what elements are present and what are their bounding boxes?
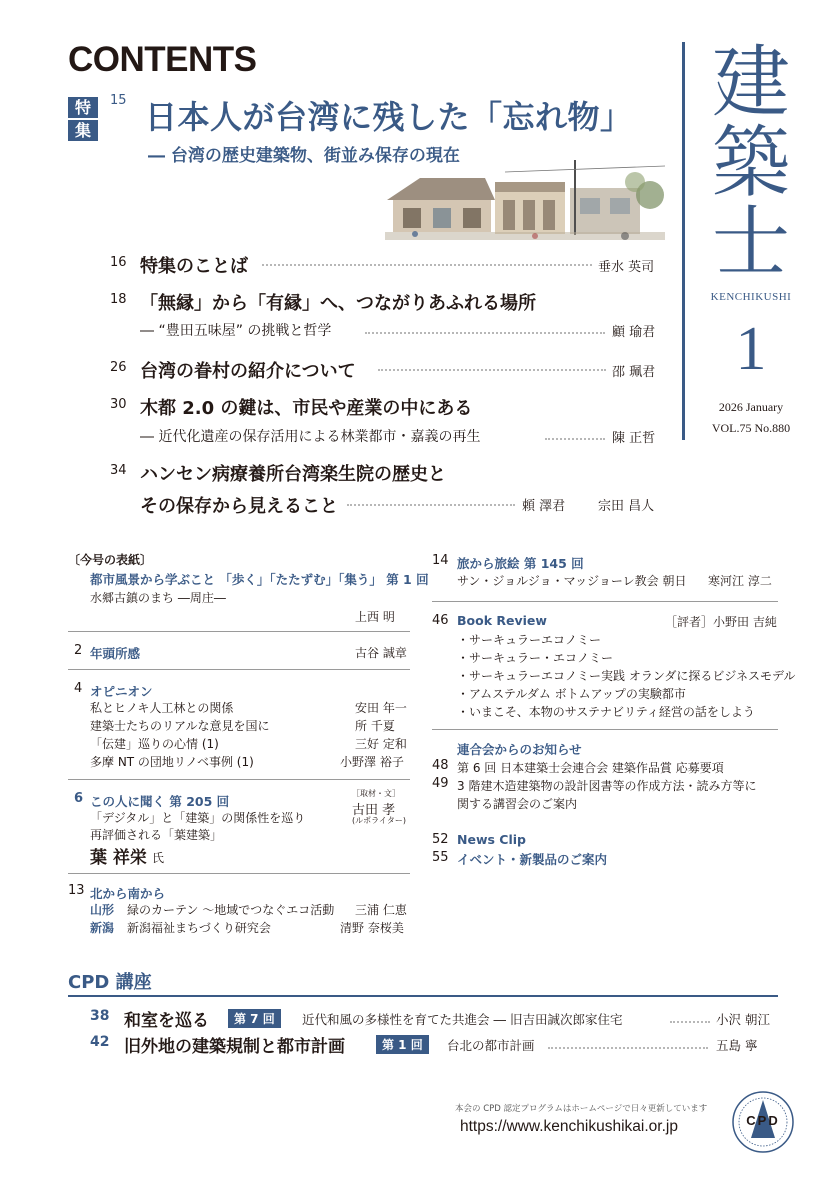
notice-title[interactable]: 連合会からのお知らせ bbox=[457, 742, 582, 757]
opinion-author-2: 所 千夏 bbox=[355, 719, 395, 733]
kitakara-item-1[interactable]: 緑のカーテン 〜地域でつなぐエコ活動 bbox=[127, 903, 335, 917]
divider bbox=[68, 631, 410, 632]
toc-sub-18: ― “豊田五味屋” の挑戦と哲学 bbox=[140, 323, 332, 339]
kitakara-item-2[interactable]: 新潟福祉まちづくり研究会 bbox=[127, 921, 271, 935]
kitakara-region-2: 新潟 bbox=[90, 921, 115, 935]
toc-leader bbox=[548, 1047, 708, 1049]
issue-number: 1 bbox=[735, 315, 767, 383]
issue-date: 2026 January bbox=[718, 400, 784, 414]
book-item-1[interactable]: ・サーキュラーエコノミー bbox=[457, 633, 602, 647]
divider bbox=[68, 779, 410, 780]
cpd-page-38: 38 bbox=[90, 1008, 110, 1024]
kitakara-author-2: 清野 奈桜美 bbox=[340, 921, 404, 935]
cpd-page-42: 42 bbox=[90, 1034, 110, 1050]
book-page: 46 bbox=[432, 613, 449, 628]
cpd-sub-38: 近代和風の多様性を育てた共進会 ― 旧吉田誠次郎家住宅 bbox=[302, 1012, 623, 1027]
book-item-4[interactable]: ・アムステルダム ボトムアップの実験都市 bbox=[457, 687, 686, 701]
cpd-title-42[interactable]: 旧外地の建築規制と都市計画 bbox=[124, 1037, 345, 1057]
notice-item-48[interactable]: 第 6 回 日本建築士会連合会 建築作品賞 応募要項 bbox=[457, 761, 724, 775]
news-title[interactable]: News Clip bbox=[457, 832, 526, 847]
person-line2: 再評価される「葉建築」 bbox=[90, 828, 223, 842]
masthead-romaji: KENCHIKUSHI bbox=[710, 291, 792, 303]
toc-sub-30: ― 近代化遺産の保存活用による林業都市・嘉義の再生 bbox=[140, 429, 481, 445]
toc-leader bbox=[365, 332, 605, 334]
book-title[interactable]: Book Review bbox=[457, 613, 547, 628]
cover-label: 〔今号の表紙〕 bbox=[68, 553, 153, 567]
kitakara-region-1: 山形 bbox=[90, 903, 115, 917]
cpd-title-38[interactable]: 和室を巡る bbox=[124, 1011, 209, 1031]
opinion-author-1: 安田 年一 bbox=[355, 701, 407, 715]
person-page: 6 bbox=[74, 791, 84, 806]
toc-author-16: 垂水 英司 bbox=[598, 260, 655, 275]
cpd-rule bbox=[68, 995, 778, 997]
cpd-badge-38: 第 7 回 bbox=[228, 1009, 281, 1028]
masthead-divider bbox=[682, 42, 685, 440]
toc-author-18: 顧 瑜君 bbox=[612, 325, 656, 340]
tokushu-tag-2: 集 bbox=[68, 120, 98, 141]
opinion-item-2[interactable]: 建築士たちのリアルな意見を国に bbox=[90, 719, 270, 733]
cover-sub: 水郷古鎮のまち ―周庄― bbox=[90, 591, 226, 605]
kitakara-author-1: 三浦 仁恵 bbox=[355, 903, 407, 917]
toc-author-34-a: 頼 澤君 bbox=[522, 499, 566, 514]
opinion-item-1[interactable]: 私とヒノキ人工林との関係 bbox=[90, 701, 234, 715]
person-line1: 「デジタル」と「建築」の関係性を巡り bbox=[90, 811, 306, 825]
cpd-badge-42: 第 1 回 bbox=[376, 1035, 429, 1054]
event-title[interactable]: イベント・新製品のご案内 bbox=[457, 852, 608, 867]
footer-url-link[interactable]: https://www.kenchikushikai.or.jp bbox=[460, 1118, 678, 1135]
feature-illustration bbox=[385, 160, 665, 245]
cpd-logo-text: CPD bbox=[746, 1113, 780, 1128]
tabi-sub: サン・ジョルジョ・マッジョーレ教会 朝日 bbox=[457, 574, 687, 588]
cpd-sub-42: 台北の都市計画 bbox=[447, 1038, 535, 1053]
toc-page-34: 34 bbox=[110, 463, 127, 478]
toc-leader bbox=[545, 438, 605, 440]
toc-title-30[interactable]: 木都 2.0 の鍵は、市民や産業の中にある bbox=[140, 398, 473, 419]
cpd-author-38: 小沢 朝江 bbox=[716, 1012, 770, 1027]
toc-title-34[interactable]: ハンセン病療養所台湾楽生院の歴史と bbox=[140, 464, 446, 485]
divider bbox=[432, 601, 778, 602]
notice-page-48: 48 bbox=[432, 758, 449, 773]
toc-title-26[interactable]: 台湾の眷村の紹介について bbox=[140, 361, 356, 382]
notice-page-49: 49 bbox=[432, 776, 449, 791]
person-title[interactable]: この人に聞く 第 205 回 bbox=[90, 794, 230, 809]
tabi-page: 14 bbox=[432, 553, 449, 568]
notice-item-49-line2: 関する講習会のご案内 bbox=[457, 797, 578, 811]
feature-title[interactable]: 日本人が台湾に残した「忘れ物」 bbox=[145, 98, 633, 136]
cpd-logo bbox=[731, 1090, 795, 1154]
cpd-author-42: 五島 寧 bbox=[716, 1038, 758, 1053]
cover-title[interactable]: 都市風景から学ぶこと 「歩く」「たたずむ」「集う」 第 1 回 bbox=[90, 572, 429, 587]
book-item-2[interactable]: ・サーキュラー・エコノミー bbox=[457, 651, 614, 665]
contents-heading: CONTENTS bbox=[68, 40, 257, 79]
person-name: 葉 祥栄 bbox=[90, 848, 147, 868]
divider bbox=[68, 873, 410, 874]
issue-volume: VOL.75 No.880 bbox=[711, 421, 791, 435]
divider bbox=[432, 729, 778, 730]
masthead-char-shi: 士 bbox=[711, 198, 790, 288]
person-honorific: 氏 bbox=[152, 851, 165, 865]
kitakara-title[interactable]: 北から南から bbox=[90, 886, 166, 901]
person-credit-role: (ルポライター) bbox=[352, 816, 407, 825]
event-page: 55 bbox=[432, 850, 449, 865]
toc-title-34-line2[interactable]: その保存から見えること bbox=[140, 496, 338, 517]
toc-title-16[interactable]: 特集のことば bbox=[140, 256, 248, 277]
book-item-3[interactable]: ・サーキュラーエコノミー実践 オランダに探るビジネスモデル bbox=[457, 669, 796, 683]
opinion-page: 4 bbox=[74, 681, 83, 696]
cpd-heading: CPD 講座 bbox=[68, 972, 152, 993]
toc-author-30: 陳 正哲 bbox=[612, 431, 656, 446]
nentou-author: 古谷 誠章 bbox=[355, 646, 407, 660]
toc-leader bbox=[670, 1021, 710, 1023]
book-reviewer: ［評者］小野田 吉純 bbox=[665, 615, 777, 629]
toc-page-26: 26 bbox=[110, 360, 127, 375]
toc-page-18: 18 bbox=[110, 292, 127, 307]
opinion-item-3[interactable]: 「伝建」巡りの心情 (1) bbox=[90, 737, 219, 751]
toc-author-34-b: 宗田 昌人 bbox=[598, 499, 655, 514]
toc-leader bbox=[378, 369, 606, 371]
opinion-author-4: 小野澤 裕子 bbox=[340, 755, 404, 769]
person-credit-label: ［取材・文］ bbox=[352, 789, 400, 798]
divider bbox=[68, 669, 410, 670]
toc-leader bbox=[347, 504, 515, 506]
opinion-item-4[interactable]: 多摩 NT の団地リノベ事例 (1) bbox=[90, 755, 254, 769]
toc-leader bbox=[262, 264, 592, 266]
toc-page-30: 30 bbox=[110, 397, 127, 412]
feature-page-number: 15 bbox=[110, 93, 127, 108]
tabi-author: 寒河江 淳二 bbox=[708, 574, 772, 588]
tokushu-tag-1: 特 bbox=[68, 97, 98, 118]
feature-subtitle: ― 台湾の歴史建築物、街並み保存の現在 bbox=[148, 146, 460, 166]
book-item-5[interactable]: ・いまこそ、本物のサステナビリティ経営の話をしよう bbox=[457, 705, 755, 719]
nentou-page: 2 bbox=[74, 643, 83, 658]
toc-title-18[interactable]: 「無縁」から「有縁」へ、つながりあふれる場所 bbox=[140, 293, 536, 314]
kitakara-page: 13 bbox=[68, 883, 85, 898]
masthead-char-ken: 建 bbox=[711, 38, 790, 128]
masthead-char-chiku: 築 bbox=[711, 118, 790, 208]
opinion-title[interactable]: オピニオン bbox=[90, 684, 153, 699]
toc-author-26: 邵 珮君 bbox=[612, 365, 656, 380]
person-credit-name: 古田 孝 bbox=[352, 803, 396, 818]
footer-note: 本会の CPD 認定プログラムはホームページで日々更新しています bbox=[455, 1104, 708, 1114]
nentou-title[interactable]: 年頭所感 bbox=[90, 646, 141, 661]
opinion-author-3: 三好 定和 bbox=[355, 737, 407, 751]
tabi-title[interactable]: 旅から旅絵 第 145 回 bbox=[457, 556, 584, 571]
notice-item-49[interactable]: 3 階建木造建築物の設計図書等の作成方法・読み方等に bbox=[457, 779, 757, 793]
cover-author: 上西 明 bbox=[355, 610, 395, 624]
toc-page-16: 16 bbox=[110, 255, 127, 270]
news-page: 52 bbox=[432, 832, 449, 847]
